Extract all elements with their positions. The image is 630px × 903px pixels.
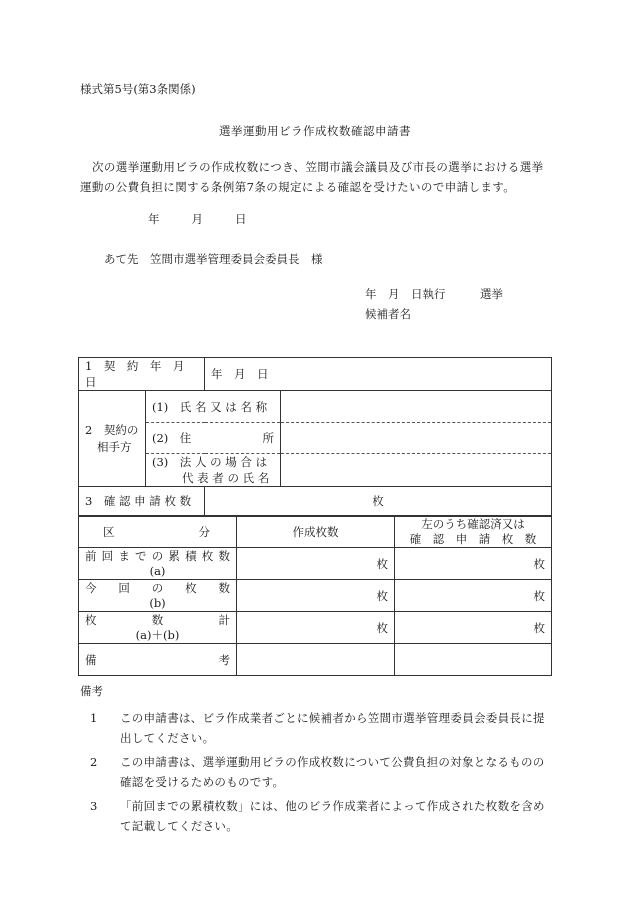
current-created-field[interactable] bbox=[237, 580, 395, 612]
note-item bbox=[80, 752, 556, 792]
previous-confirmed-field[interactable] bbox=[395, 548, 552, 580]
contract-date-value: 年 月 日 bbox=[205, 358, 552, 391]
candidate-name-label: 候補者名 bbox=[365, 307, 411, 321]
note-number: 2 bbox=[90, 755, 98, 769]
category-header-b: 分 bbox=[198, 525, 210, 539]
representative-field[interactable] bbox=[281, 454, 552, 487]
previous-created-field[interactable] bbox=[237, 548, 395, 580]
representative-label bbox=[146, 454, 281, 487]
day-label: 日 bbox=[235, 212, 247, 226]
confirmed-count-header bbox=[395, 517, 552, 548]
document-title: 選挙運動用ビラ作成枚数確認申請書 bbox=[219, 124, 411, 138]
previous-cumulative-sub: (a) bbox=[149, 563, 166, 578]
intro-paragraph: 次の選挙運動用ビラの作成枚数につき、笠間市議会議員及び市長の選挙における選挙運動の公費負担に関する条例第7条の規定による確認を受けたいので申請します。 bbox=[80, 160, 544, 194]
unit-label: 枚 bbox=[376, 620, 388, 635]
remarks-confirmed-field[interactable] bbox=[395, 644, 552, 676]
year-label: 年 bbox=[148, 212, 160, 226]
unit-label: 枚 bbox=[533, 620, 545, 635]
contract-date-label: 1 契 約 年 月 日 bbox=[79, 358, 205, 391]
address-label-start: (2) 住 bbox=[152, 431, 192, 445]
month-label: 月 bbox=[191, 212, 203, 226]
unit-label: 枚 bbox=[533, 556, 545, 571]
remarks-label-a: 備 bbox=[85, 652, 97, 667]
confirmed-header-line1: 左のうち確認済又は bbox=[421, 517, 525, 531]
counterparty-name-field[interactable] bbox=[281, 391, 552, 423]
remarks-label bbox=[79, 644, 237, 676]
note-item bbox=[80, 796, 556, 836]
created-count-header: 作成枚数 bbox=[237, 517, 395, 548]
note-number: 1 bbox=[90, 711, 98, 725]
current-count-label bbox=[79, 580, 237, 612]
counterparty-label-line1: 2 契約の bbox=[85, 422, 139, 437]
total-created-field[interactable] bbox=[237, 612, 395, 644]
election-execution-line: 年 月 日執行 選挙 bbox=[365, 287, 503, 301]
unit-label: 枚 bbox=[376, 556, 388, 571]
total-confirmed-field[interactable] bbox=[395, 612, 552, 644]
category-header bbox=[79, 517, 237, 548]
count-breakdown-table bbox=[78, 516, 552, 676]
representative-label-line1: (3) 法 人 の 場 合 は bbox=[152, 455, 268, 469]
counterparty-name-label: (1) 氏 名 又 は 名 称 bbox=[146, 391, 281, 423]
category-header-a: 区 bbox=[103, 525, 115, 539]
counterparty-address-field[interactable] bbox=[281, 423, 552, 454]
current-count-sub: (b) bbox=[149, 595, 166, 610]
addressee: あて先 笠間市選挙管理委員会委員長 様 bbox=[104, 252, 323, 266]
remarks-label-b: 考 bbox=[218, 652, 230, 667]
address-label-end: 所 bbox=[262, 431, 275, 445]
note-number: 3 bbox=[90, 799, 98, 813]
counterparty-label bbox=[79, 391, 146, 487]
notes-list bbox=[80, 708, 556, 840]
form-number: 様式第5号(第3条関係) bbox=[80, 82, 196, 96]
application-count-field[interactable] bbox=[205, 487, 552, 516]
total-count-label bbox=[79, 612, 237, 644]
previous-cumulative-text: 前 回 ま で の 累 積 枚 数 bbox=[85, 548, 230, 563]
application-count-label: 3 確 認 申 請 枚 数 bbox=[79, 487, 205, 516]
counterparty-label-line2: 相手方 bbox=[97, 439, 132, 454]
current-confirmed-field[interactable] bbox=[395, 580, 552, 612]
application-date bbox=[148, 211, 247, 227]
note-text: この申請書は、選挙運動用ビラの作成枚数について公費負担の対象となるものの確認を受けるためのものです。 bbox=[120, 755, 545, 789]
note-item bbox=[80, 708, 556, 748]
representative-label-line2: 代 表 者 の 氏 名 bbox=[182, 471, 270, 485]
contract-info-table bbox=[78, 357, 552, 516]
total-count-text: 枚 数 計 bbox=[85, 612, 230, 627]
confirmed-header-line2: 確 認 申 請 枚 数 bbox=[409, 532, 537, 546]
unit-label: 枚 bbox=[533, 588, 545, 603]
remarks-created-field[interactable] bbox=[237, 644, 395, 676]
counterparty-address-label bbox=[146, 423, 281, 454]
application-count-unit: 枚 bbox=[372, 494, 384, 508]
note-text: この申請書は、ビラ作成業者ごとに候補者から笠間市選挙管理委員会委員長に提出してください。 bbox=[120, 711, 545, 745]
unit-label: 枚 bbox=[376, 588, 388, 603]
current-count-text: 今 回 の 枚 数 bbox=[85, 580, 230, 595]
notes-heading: 備考 bbox=[80, 684, 103, 698]
previous-cumulative-label bbox=[79, 548, 237, 580]
note-text: 「前回までの累積枚数」には、他のビラ作成業者によって作成された枚数を含めて記載してください。 bbox=[120, 799, 545, 833]
total-count-sub: (a)＋(b) bbox=[135, 627, 180, 642]
